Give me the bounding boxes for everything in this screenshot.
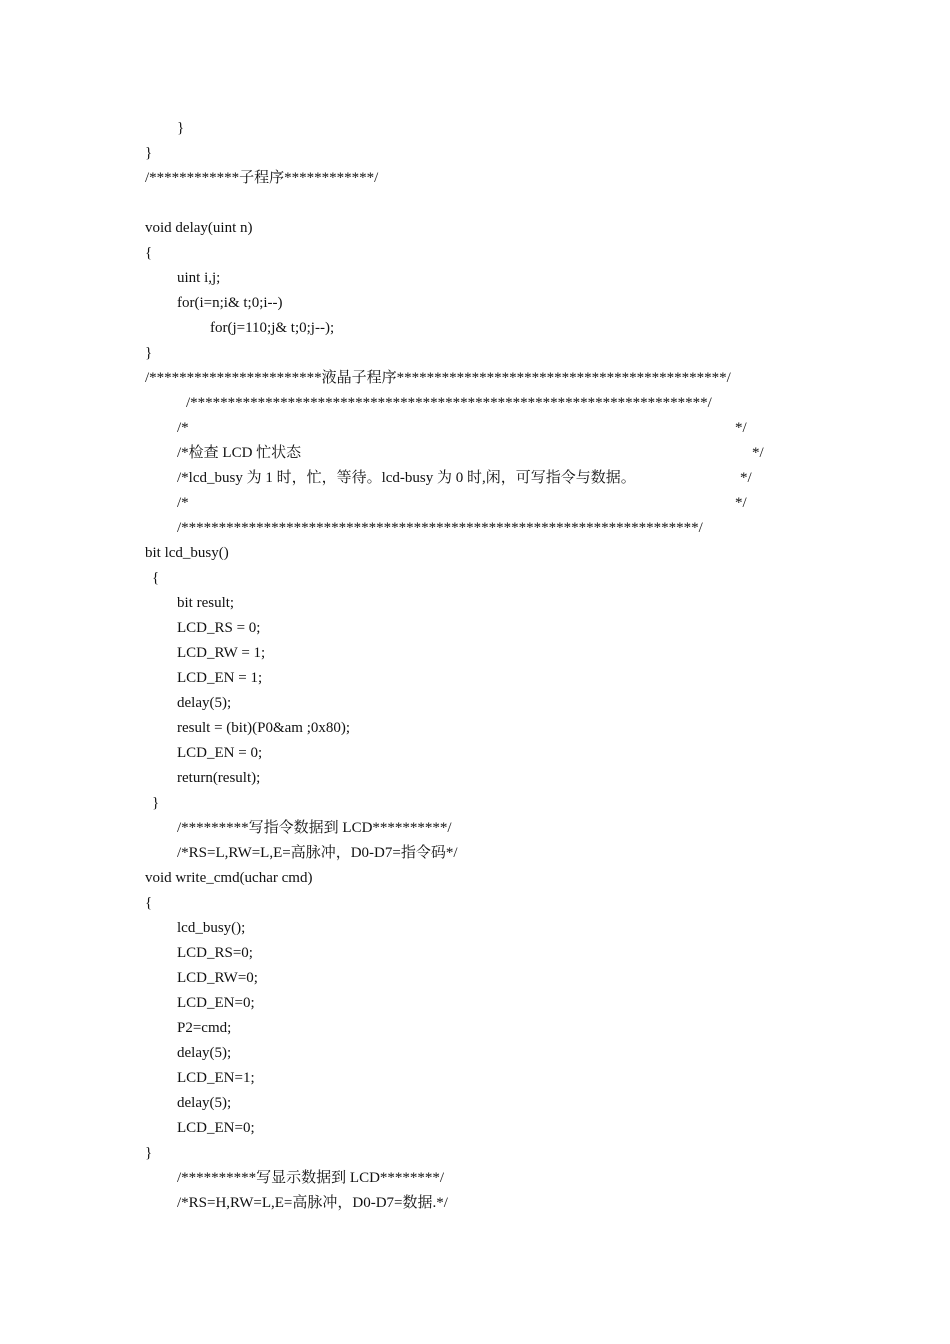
code-comment: /***********************液晶子程序********************************************/ bbox=[145, 370, 731, 386]
code-line: for(j=110;j& t;0;j--); bbox=[210, 320, 335, 336]
code-comment: /*检查 LCD 忙状态 bbox=[177, 445, 302, 461]
code-comment: /*********************************************************************/ bbox=[177, 520, 703, 536]
code-comment: /* bbox=[177, 495, 189, 511]
code-line: LCD_RW=0; bbox=[177, 970, 258, 986]
code-line: delay(5); bbox=[177, 695, 232, 711]
code-line: LCD_RW = 1; bbox=[177, 645, 266, 661]
code-line: LCD_EN=0; bbox=[177, 1120, 255, 1136]
code-line: LCD_EN = 0; bbox=[177, 745, 263, 761]
code-line: delay(5); bbox=[177, 1095, 232, 1111]
code-line: { bbox=[145, 895, 153, 911]
code-line: } bbox=[145, 345, 153, 361]
code-line: lcd_busy(); bbox=[177, 920, 246, 936]
code-line: return(result); bbox=[177, 770, 261, 786]
code-line: } bbox=[145, 145, 153, 161]
code-line: } bbox=[145, 1145, 153, 1161]
code-comment: /* bbox=[177, 420, 189, 436]
code-comment-tail: */ bbox=[735, 495, 747, 511]
code-comment: /*RS=L,RW=L,E=高脉冲，D0-D7=指令码*/ bbox=[177, 845, 458, 861]
code-comment-tail: */ bbox=[752, 445, 764, 461]
code-line: bit lcd_busy() bbox=[145, 545, 229, 561]
code-line: LCD_RS = 0; bbox=[177, 620, 261, 636]
code-comment-tail: */ bbox=[735, 420, 747, 436]
code-line: void write_cmd(uchar cmd) bbox=[145, 870, 313, 886]
code-line: for(i=n;i& t;0;i--) bbox=[177, 295, 283, 311]
code-line: LCD_RS=0; bbox=[177, 945, 253, 961]
code-line: delay(5); bbox=[177, 1045, 232, 1061]
code-line: } bbox=[177, 120, 185, 136]
code-line: P2=cmd; bbox=[177, 1020, 232, 1036]
code-line: { bbox=[152, 570, 160, 586]
code-line: LCD_EN=1; bbox=[177, 1070, 255, 1086]
code-comment-tail: */ bbox=[740, 470, 752, 486]
code-line: LCD_EN=0; bbox=[177, 995, 255, 1011]
code-line: LCD_EN = 1; bbox=[177, 670, 263, 686]
code-comment: /**********写显示数据到 LCD********/ bbox=[177, 1170, 445, 1186]
code-line: result = (bit)(P0&am ;0x80); bbox=[177, 720, 351, 736]
code-line: bit result; bbox=[177, 595, 235, 611]
code-line: void delay(uint n) bbox=[145, 220, 253, 236]
code-comment: /************子程序************/ bbox=[145, 170, 379, 186]
code-comment: /*RS=H,RW=L,E=高脉冲，D0-D7=数据.*/ bbox=[177, 1195, 448, 1211]
code-comment: /*********写指令数据到 LCD**********/ bbox=[177, 820, 452, 836]
code-comment: /*********************************************************************/ bbox=[186, 395, 712, 411]
code-line: { bbox=[145, 245, 153, 261]
code-comment: /*lcd_busy 为 1 时，忙，等待。lcd-busy 为 0 时,闲，可写指令与数据。 bbox=[177, 470, 636, 486]
code-line: uint i,j; bbox=[177, 270, 221, 286]
code-line: } bbox=[152, 795, 160, 811]
